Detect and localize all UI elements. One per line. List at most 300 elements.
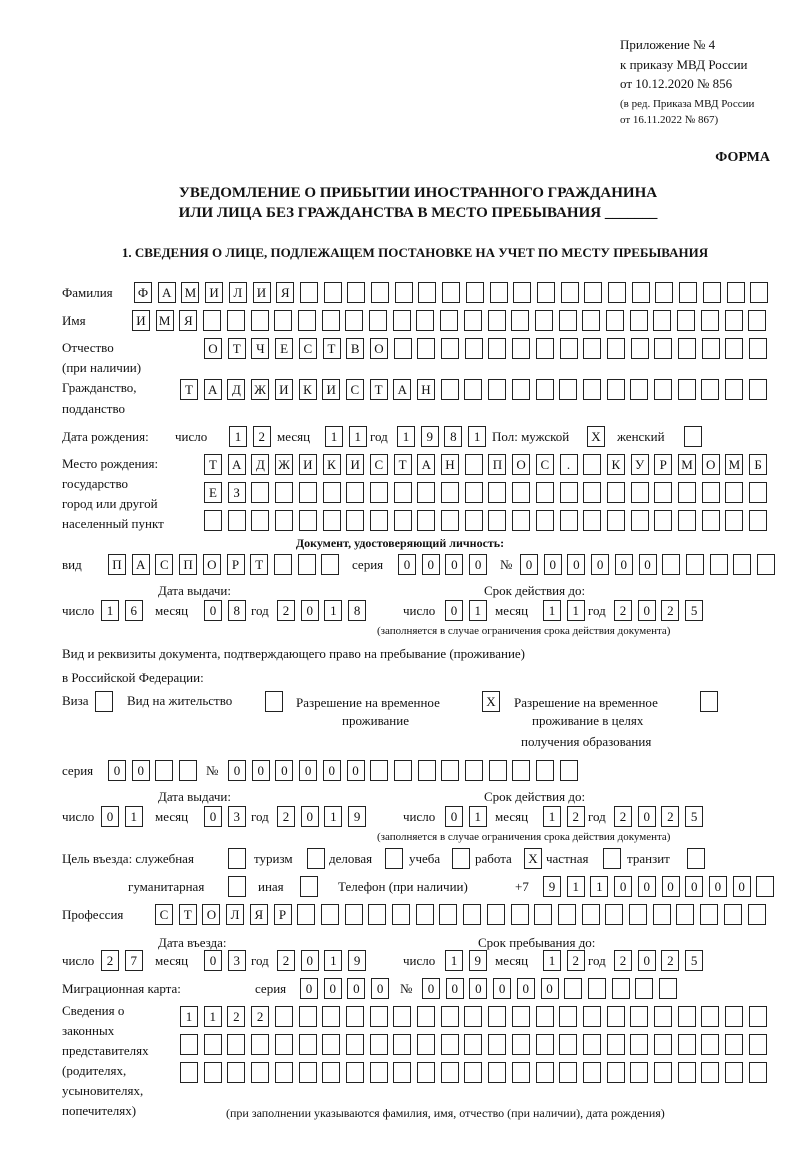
char-cell[interactable] xyxy=(676,904,694,925)
char-cell[interactable] xyxy=(464,379,482,400)
char-cell[interactable] xyxy=(466,282,484,303)
char-cell[interactable] xyxy=(655,282,673,303)
char-cell[interactable] xyxy=(607,379,625,400)
checkbox-cell[interactable] xyxy=(95,691,113,712)
char-cell[interactable] xyxy=(536,482,554,503)
char-cell[interactable] xyxy=(583,454,601,475)
char-cell[interactable]: С xyxy=(536,454,554,475)
char-cell[interactable]: 0 xyxy=(108,760,126,781)
char-cell[interactable] xyxy=(678,379,696,400)
char-cell[interactable] xyxy=(204,510,222,531)
char-cell[interactable]: О xyxy=(203,554,221,575)
char-cell[interactable] xyxy=(702,482,720,503)
char-cell[interactable]: 1 xyxy=(445,950,463,971)
char-cell[interactable]: 0 xyxy=(422,554,440,575)
char-cell[interactable]: 2 xyxy=(661,806,679,827)
char-cell[interactable]: 2 xyxy=(227,1006,245,1027)
char-cell[interactable]: 0 xyxy=(324,978,342,999)
char-cell[interactable] xyxy=(749,510,767,531)
char-cell[interactable]: 8 xyxy=(348,600,366,621)
char-cell[interactable]: О xyxy=(202,904,220,925)
char-cell[interactable] xyxy=(536,760,554,781)
char-cell[interactable] xyxy=(654,1062,672,1083)
char-cell[interactable] xyxy=(298,310,316,331)
char-cell[interactable] xyxy=(749,1062,767,1083)
char-cell[interactable] xyxy=(536,338,554,359)
checkbox-cell[interactable] xyxy=(300,876,318,897)
char-cell[interactable] xyxy=(702,510,720,531)
char-cell[interactable] xyxy=(275,510,293,531)
char-cell[interactable] xyxy=(442,282,460,303)
char-cell[interactable] xyxy=(371,282,389,303)
char-cell[interactable] xyxy=(227,1062,245,1083)
char-cell[interactable] xyxy=(370,482,388,503)
char-cell[interactable] xyxy=(534,904,552,925)
char-cell[interactable] xyxy=(180,1034,198,1055)
char-cell[interactable] xyxy=(393,1062,411,1083)
char-cell[interactable] xyxy=(653,904,671,925)
char-cell[interactable] xyxy=(612,978,630,999)
char-cell[interactable] xyxy=(394,338,412,359)
char-cell[interactable]: 0 xyxy=(446,978,464,999)
char-cell[interactable] xyxy=(725,510,743,531)
char-cell[interactable]: 0 xyxy=(252,760,270,781)
char-cell[interactable] xyxy=(274,310,292,331)
char-cell[interactable] xyxy=(395,282,413,303)
char-cell[interactable]: 1 xyxy=(543,600,561,621)
char-cell[interactable]: А xyxy=(132,554,150,575)
char-cell[interactable]: А xyxy=(158,282,176,303)
char-cell[interactable] xyxy=(322,310,340,331)
char-cell[interactable]: П xyxy=(179,554,197,575)
char-cell[interactable] xyxy=(607,510,625,531)
char-cell[interactable] xyxy=(512,338,530,359)
char-cell[interactable]: 1 xyxy=(590,876,608,897)
char-cell[interactable] xyxy=(369,310,387,331)
char-cell[interactable] xyxy=(564,978,582,999)
char-cell[interactable] xyxy=(488,338,506,359)
char-cell[interactable]: Т xyxy=(204,454,222,475)
char-cell[interactable] xyxy=(654,510,672,531)
char-cell[interactable] xyxy=(725,1062,743,1083)
char-cell[interactable] xyxy=(464,1062,482,1083)
char-cell[interactable] xyxy=(346,1006,364,1027)
checkbox-cell[interactable]: X xyxy=(587,426,605,447)
char-cell[interactable]: 1 xyxy=(543,806,561,827)
char-cell[interactable] xyxy=(512,510,530,531)
char-cell[interactable] xyxy=(488,379,506,400)
char-cell[interactable] xyxy=(299,1034,317,1055)
char-cell[interactable] xyxy=(370,760,388,781)
char-cell[interactable] xyxy=(583,482,601,503)
char-cell[interactable] xyxy=(441,510,459,531)
char-cell[interactable]: А xyxy=(393,379,411,400)
char-cell[interactable] xyxy=(321,554,339,575)
char-cell[interactable]: 0 xyxy=(275,760,293,781)
char-cell[interactable]: З xyxy=(228,482,246,503)
char-cell[interactable]: 0 xyxy=(228,760,246,781)
char-cell[interactable] xyxy=(441,482,459,503)
char-cell[interactable]: 2 xyxy=(661,600,679,621)
char-cell[interactable] xyxy=(345,904,363,925)
char-cell[interactable] xyxy=(511,310,529,331)
char-cell[interactable]: 0 xyxy=(493,978,511,999)
char-cell[interactable]: 2 xyxy=(614,950,632,971)
char-cell[interactable] xyxy=(299,1062,317,1083)
char-cell[interactable]: 0 xyxy=(371,978,389,999)
char-cell[interactable] xyxy=(513,282,531,303)
char-cell[interactable]: 1 xyxy=(567,600,585,621)
char-cell[interactable]: 9 xyxy=(421,426,439,447)
char-cell[interactable] xyxy=(346,1034,364,1055)
char-cell[interactable]: 0 xyxy=(347,978,365,999)
char-cell[interactable] xyxy=(654,379,672,400)
char-cell[interactable] xyxy=(560,338,578,359)
checkbox-cell[interactable]: X xyxy=(524,848,542,869)
char-cell[interactable] xyxy=(725,379,743,400)
char-cell[interactable]: 0 xyxy=(544,554,562,575)
char-cell[interactable] xyxy=(394,510,412,531)
char-cell[interactable] xyxy=(700,904,718,925)
char-cell[interactable] xyxy=(227,1034,245,1055)
char-cell[interactable] xyxy=(346,482,364,503)
char-cell[interactable] xyxy=(441,1006,459,1027)
char-cell[interactable] xyxy=(394,760,412,781)
char-cell[interactable] xyxy=(635,978,653,999)
char-cell[interactable]: . xyxy=(560,454,578,475)
char-cell[interactable] xyxy=(630,1006,648,1027)
char-cell[interactable] xyxy=(559,379,577,400)
char-cell[interactable]: 1 xyxy=(543,950,561,971)
char-cell[interactable] xyxy=(678,482,696,503)
checkbox-cell[interactable] xyxy=(228,848,246,869)
char-cell[interactable]: 0 xyxy=(301,806,319,827)
char-cell[interactable] xyxy=(583,338,601,359)
char-cell[interactable]: 0 xyxy=(638,876,656,897)
char-cell[interactable]: 2 xyxy=(101,950,119,971)
char-cell[interactable] xyxy=(464,1034,482,1055)
char-cell[interactable] xyxy=(465,760,483,781)
char-cell[interactable] xyxy=(323,510,341,531)
checkbox-cell[interactable] xyxy=(687,848,705,869)
char-cell[interactable] xyxy=(488,510,506,531)
char-cell[interactable]: 1 xyxy=(324,950,342,971)
char-cell[interactable]: 0 xyxy=(445,600,463,621)
char-cell[interactable]: 7 xyxy=(125,950,143,971)
checkbox-cell[interactable] xyxy=(452,848,470,869)
char-cell[interactable] xyxy=(702,338,720,359)
char-cell[interactable] xyxy=(560,482,578,503)
char-cell[interactable]: Я xyxy=(276,282,294,303)
char-cell[interactable]: 0 xyxy=(204,806,222,827)
char-cell[interactable] xyxy=(300,282,318,303)
char-cell[interactable]: С xyxy=(346,379,364,400)
char-cell[interactable]: 0 xyxy=(445,554,463,575)
char-cell[interactable] xyxy=(488,1006,506,1027)
char-cell[interactable]: 2 xyxy=(277,600,295,621)
char-cell[interactable] xyxy=(417,510,435,531)
char-cell[interactable] xyxy=(686,554,704,575)
char-cell[interactable] xyxy=(630,1034,648,1055)
char-cell[interactable]: Б xyxy=(749,454,767,475)
char-cell[interactable] xyxy=(724,904,742,925)
char-cell[interactable]: 3 xyxy=(228,806,246,827)
char-cell[interactable]: 2 xyxy=(277,806,295,827)
char-cell[interactable] xyxy=(757,554,775,575)
char-cell[interactable] xyxy=(701,379,719,400)
char-cell[interactable]: 0 xyxy=(517,978,535,999)
char-cell[interactable]: 5 xyxy=(685,600,703,621)
char-cell[interactable] xyxy=(659,978,677,999)
checkbox-cell[interactable] xyxy=(684,426,702,447)
char-cell[interactable]: 2 xyxy=(614,600,632,621)
char-cell[interactable] xyxy=(441,1034,459,1055)
char-cell[interactable] xyxy=(583,510,601,531)
char-cell[interactable] xyxy=(654,1006,672,1027)
char-cell[interactable] xyxy=(203,310,221,331)
char-cell[interactable] xyxy=(346,510,364,531)
char-cell[interactable] xyxy=(370,510,388,531)
char-cell[interactable]: С xyxy=(299,338,317,359)
char-cell[interactable]: 2 xyxy=(661,950,679,971)
char-cell[interactable] xyxy=(370,1062,388,1083)
char-cell[interactable] xyxy=(749,1006,767,1027)
char-cell[interactable] xyxy=(630,310,648,331)
char-cell[interactable]: 0 xyxy=(445,806,463,827)
char-cell[interactable]: Т xyxy=(394,454,412,475)
char-cell[interactable]: 1 xyxy=(469,806,487,827)
char-cell[interactable] xyxy=(748,904,766,925)
char-cell[interactable] xyxy=(536,379,554,400)
char-cell[interactable] xyxy=(465,482,483,503)
char-cell[interactable] xyxy=(275,1006,293,1027)
checkbox-cell[interactable] xyxy=(265,691,283,712)
char-cell[interactable] xyxy=(583,1062,601,1083)
char-cell[interactable] xyxy=(536,1034,554,1055)
char-cell[interactable] xyxy=(583,1006,601,1027)
char-cell[interactable]: С xyxy=(370,454,388,475)
char-cell[interactable] xyxy=(631,482,649,503)
char-cell[interactable]: Н xyxy=(441,454,459,475)
char-cell[interactable]: 0 xyxy=(469,554,487,575)
char-cell[interactable]: 8 xyxy=(228,600,246,621)
char-cell[interactable]: Ж xyxy=(275,454,293,475)
char-cell[interactable]: 2 xyxy=(253,426,271,447)
char-cell[interactable]: Ч xyxy=(251,338,269,359)
char-cell[interactable]: 0 xyxy=(301,950,319,971)
char-cell[interactable]: Р xyxy=(654,454,672,475)
char-cell[interactable] xyxy=(204,1034,222,1055)
char-cell[interactable] xyxy=(441,1062,459,1083)
char-cell[interactable] xyxy=(488,310,506,331)
char-cell[interactable] xyxy=(606,310,624,331)
char-cell[interactable] xyxy=(489,760,507,781)
char-cell[interactable] xyxy=(662,554,680,575)
char-cell[interactable] xyxy=(393,1034,411,1055)
char-cell[interactable]: 1 xyxy=(180,1006,198,1027)
char-cell[interactable] xyxy=(749,379,767,400)
char-cell[interactable] xyxy=(417,1006,435,1027)
char-cell[interactable] xyxy=(749,1034,767,1055)
char-cell[interactable] xyxy=(607,338,625,359)
char-cell[interactable] xyxy=(727,282,745,303)
char-cell[interactable] xyxy=(608,282,626,303)
char-cell[interactable] xyxy=(632,282,650,303)
char-cell[interactable]: 2 xyxy=(277,950,295,971)
char-cell[interactable] xyxy=(441,379,459,400)
char-cell[interactable]: А xyxy=(417,454,435,475)
char-cell[interactable]: Ф xyxy=(134,282,152,303)
char-cell[interactable] xyxy=(725,338,743,359)
char-cell[interactable]: Я xyxy=(179,310,197,331)
char-cell[interactable] xyxy=(678,510,696,531)
char-cell[interactable] xyxy=(749,338,767,359)
char-cell[interactable]: 1 xyxy=(349,426,367,447)
char-cell[interactable]: С xyxy=(155,554,173,575)
char-cell[interactable]: 0 xyxy=(541,978,559,999)
char-cell[interactable]: И xyxy=(205,282,223,303)
char-cell[interactable]: Т xyxy=(370,379,388,400)
char-cell[interactable]: 0 xyxy=(615,554,633,575)
char-cell[interactable] xyxy=(322,1006,340,1027)
char-cell[interactable]: У xyxy=(631,454,649,475)
char-cell[interactable] xyxy=(394,482,412,503)
char-cell[interactable] xyxy=(393,1006,411,1027)
char-cell[interactable]: М xyxy=(156,310,174,331)
char-cell[interactable] xyxy=(463,904,481,925)
char-cell[interactable]: 0 xyxy=(733,876,751,897)
char-cell[interactable] xyxy=(418,760,436,781)
char-cell[interactable] xyxy=(537,282,555,303)
char-cell[interactable] xyxy=(299,510,317,531)
char-cell[interactable] xyxy=(393,310,411,331)
char-cell[interactable]: Л xyxy=(229,282,247,303)
char-cell[interactable]: 0 xyxy=(639,554,657,575)
char-cell[interactable]: 2 xyxy=(614,806,632,827)
char-cell[interactable] xyxy=(512,1062,530,1083)
char-cell[interactable] xyxy=(560,510,578,531)
char-cell[interactable] xyxy=(465,510,483,531)
char-cell[interactable] xyxy=(251,482,269,503)
char-cell[interactable] xyxy=(417,338,435,359)
char-cell[interactable]: М xyxy=(678,454,696,475)
char-cell[interactable]: 0 xyxy=(132,760,150,781)
char-cell[interactable] xyxy=(607,482,625,503)
char-cell[interactable] xyxy=(465,454,483,475)
char-cell[interactable] xyxy=(179,760,197,781)
char-cell[interactable]: 0 xyxy=(300,978,318,999)
char-cell[interactable]: 9 xyxy=(469,950,487,971)
char-cell[interactable]: 1 xyxy=(125,806,143,827)
char-cell[interactable] xyxy=(228,510,246,531)
char-cell[interactable]: 1 xyxy=(204,1006,222,1027)
char-cell[interactable] xyxy=(584,282,602,303)
char-cell[interactable] xyxy=(679,282,697,303)
char-cell[interactable] xyxy=(678,338,696,359)
char-cell[interactable] xyxy=(465,338,483,359)
char-cell[interactable] xyxy=(251,310,269,331)
char-cell[interactable]: П xyxy=(488,454,506,475)
char-cell[interactable]: О xyxy=(512,454,530,475)
char-cell[interactable]: П xyxy=(108,554,126,575)
char-cell[interactable] xyxy=(251,1034,269,1055)
char-cell[interactable] xyxy=(630,379,648,400)
char-cell[interactable] xyxy=(298,554,316,575)
char-cell[interactable] xyxy=(588,978,606,999)
char-cell[interactable] xyxy=(441,760,459,781)
char-cell[interactable]: И xyxy=(346,454,364,475)
char-cell[interactable]: Т xyxy=(179,904,197,925)
char-cell[interactable] xyxy=(710,554,728,575)
char-cell[interactable] xyxy=(582,310,600,331)
char-cell[interactable]: 0 xyxy=(347,760,365,781)
char-cell[interactable] xyxy=(512,1034,530,1055)
char-cell[interactable] xyxy=(536,1006,554,1027)
char-cell[interactable] xyxy=(180,1062,198,1083)
char-cell[interactable] xyxy=(701,1062,719,1083)
char-cell[interactable]: 0 xyxy=(638,950,656,971)
char-cell[interactable] xyxy=(703,282,721,303)
char-cell[interactable] xyxy=(654,338,672,359)
char-cell[interactable]: 2 xyxy=(251,1006,269,1027)
char-cell[interactable] xyxy=(631,338,649,359)
char-cell[interactable]: 0 xyxy=(469,978,487,999)
char-cell[interactable] xyxy=(512,1006,530,1027)
char-cell[interactable] xyxy=(701,1034,719,1055)
char-cell[interactable] xyxy=(630,1062,648,1083)
char-cell[interactable] xyxy=(488,482,506,503)
char-cell[interactable] xyxy=(347,282,365,303)
char-cell[interactable] xyxy=(654,1034,672,1055)
char-cell[interactable]: М xyxy=(725,454,743,475)
char-cell[interactable] xyxy=(251,1062,269,1083)
char-cell[interactable] xyxy=(678,1062,696,1083)
char-cell[interactable] xyxy=(297,904,315,925)
char-cell[interactable]: 0 xyxy=(567,554,585,575)
char-cell[interactable] xyxy=(488,1034,506,1055)
char-cell[interactable] xyxy=(559,1006,577,1027)
char-cell[interactable] xyxy=(582,904,600,925)
char-cell[interactable]: 9 xyxy=(348,806,366,827)
char-cell[interactable] xyxy=(605,904,623,925)
char-cell[interactable] xyxy=(607,1006,625,1027)
char-cell[interactable] xyxy=(416,310,434,331)
char-cell[interactable]: 0 xyxy=(398,554,416,575)
char-cell[interactable]: 1 xyxy=(324,806,342,827)
char-cell[interactable]: Е xyxy=(204,482,222,503)
char-cell[interactable] xyxy=(322,1034,340,1055)
char-cell[interactable]: 8 xyxy=(444,426,462,447)
char-cell[interactable]: И xyxy=(132,310,150,331)
char-cell[interactable]: 0 xyxy=(638,600,656,621)
char-cell[interactable]: 0 xyxy=(101,806,119,827)
checkbox-cell[interactable]: X xyxy=(482,691,500,712)
char-cell[interactable] xyxy=(464,310,482,331)
char-cell[interactable] xyxy=(417,1062,435,1083)
char-cell[interactable] xyxy=(725,482,743,503)
char-cell[interactable] xyxy=(417,482,435,503)
checkbox-cell[interactable] xyxy=(385,848,403,869)
char-cell[interactable]: Н xyxy=(417,379,435,400)
char-cell[interactable]: С xyxy=(155,904,173,925)
char-cell[interactable] xyxy=(749,482,767,503)
char-cell[interactable] xyxy=(512,760,530,781)
char-cell[interactable]: 6 xyxy=(125,600,143,621)
checkbox-cell[interactable] xyxy=(228,876,246,897)
char-cell[interactable] xyxy=(204,1062,222,1083)
checkbox-cell[interactable] xyxy=(307,848,325,869)
char-cell[interactable]: 1 xyxy=(397,426,415,447)
